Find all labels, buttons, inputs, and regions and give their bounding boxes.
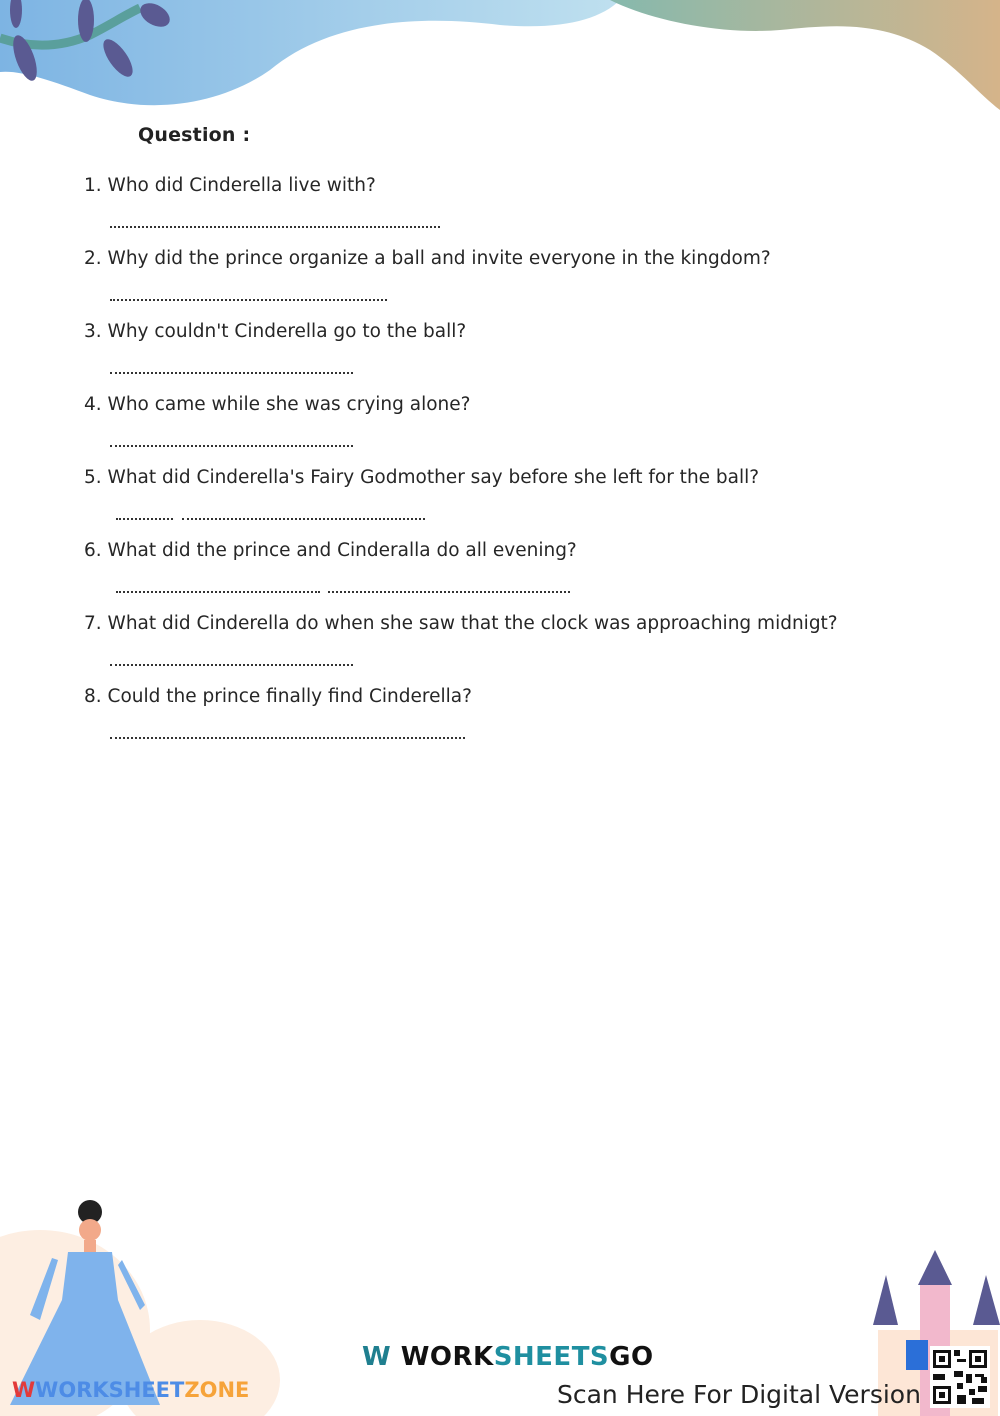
question-1: 1. Who did Cinderella live with? (84, 175, 376, 196)
worksheetsgo-logo: W WORKSHEETSGO (362, 1342, 654, 1372)
answer-line-2[interactable] (110, 299, 387, 301)
question-6: 6. What did the prince and Cinderalla do all evening? (84, 540, 577, 561)
worksheetzone-logo: WWORKSHEETZONE (12, 1378, 250, 1402)
question-5: 5. What did Cinderella's Fairy Godmother say before she left for the ball? (84, 467, 760, 488)
question-7: 7. What did Cinderella do when she saw that the clock was approaching midnigt? (84, 613, 838, 634)
answer-line-8[interactable] (110, 737, 465, 739)
answer-line-4[interactable] (110, 445, 353, 447)
answer-line-1[interactable] (110, 226, 440, 228)
page-title: Question : (138, 124, 251, 146)
question-2: 2. Why did the prince organize a ball and invite everyone in the kingdom? (84, 248, 771, 269)
answer-line-6b[interactable] (328, 591, 570, 593)
qr-code[interactable] (930, 1346, 990, 1408)
question-3: 3. Why couldn't Cinderella go to the ball? (84, 321, 467, 342)
answer-line-5b[interactable] (182, 518, 425, 520)
scan-caption: Scan Here For Digital Version (557, 1380, 921, 1409)
answer-line-6a[interactable] (116, 591, 320, 593)
header-decoration (0, 0, 1000, 130)
question-4: 4. Who came while she was crying alone? (84, 394, 471, 415)
answer-line-3[interactable] (110, 372, 353, 374)
answer-line-5a[interactable] (116, 518, 173, 520)
answer-line-7[interactable] (110, 664, 353, 666)
question-8: 8. Could the prince finally find Cinderella? (84, 686, 472, 707)
